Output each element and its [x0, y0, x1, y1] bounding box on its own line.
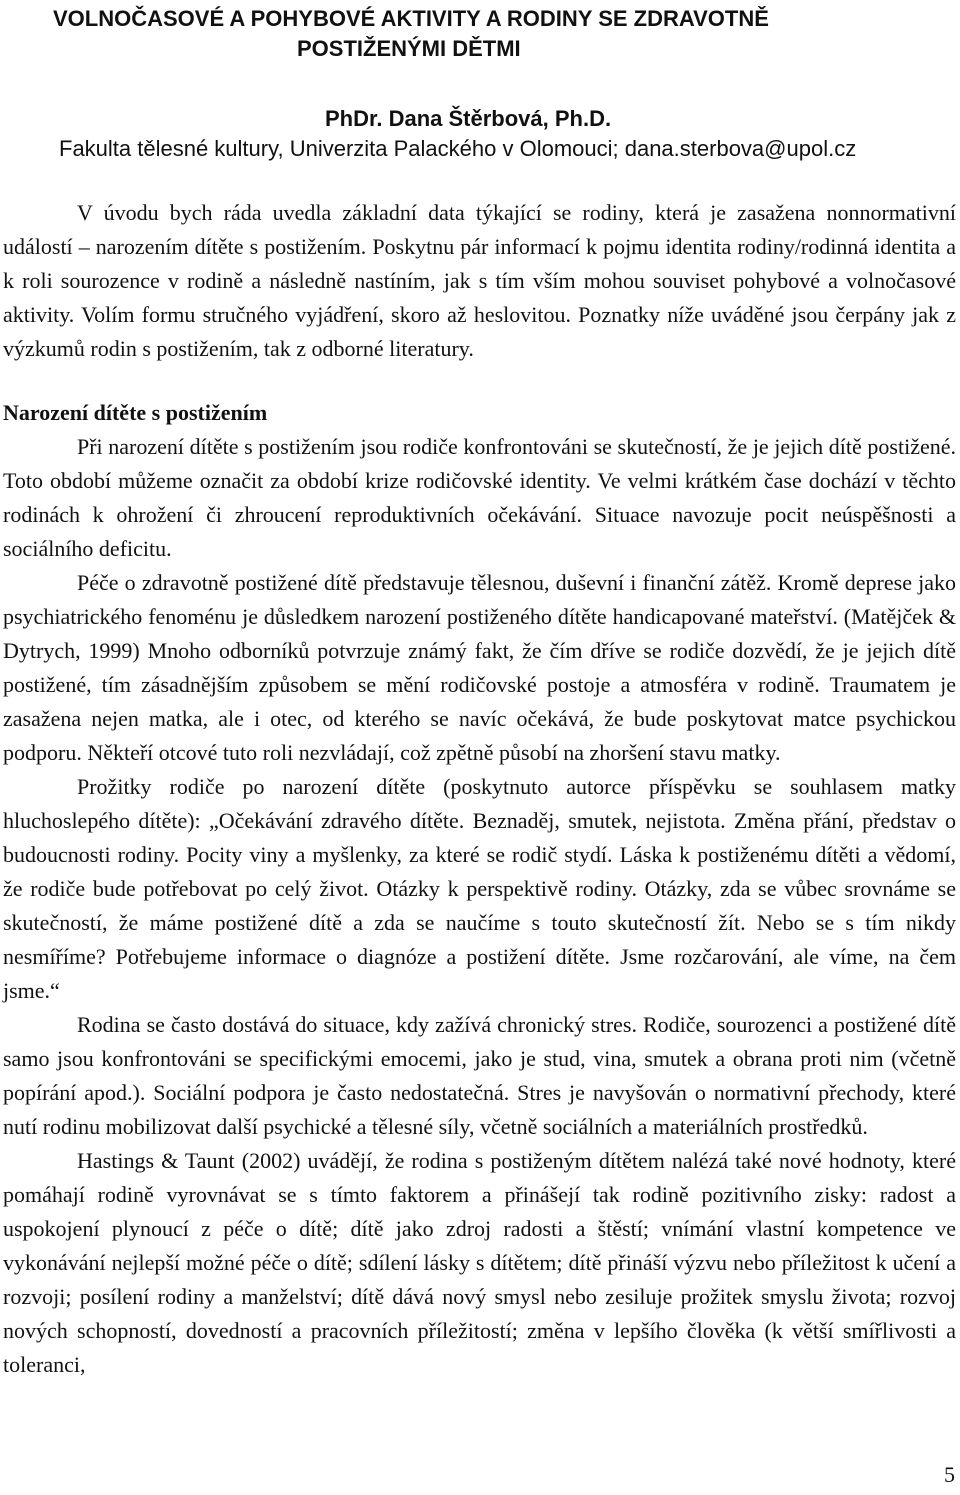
document-title	[3, 4, 956, 64]
section-heading: Narození dítěte s postižením	[3, 400, 268, 425]
section-paragraph-1: Při narození dítěte s postižením jsou rodiče konfrontováni se skutečností, že je jejich dítě postižené. Toto období můžeme označit za období krize rodičovské identity. Ve velmi krátkém čase dochází v těchto rodinách k ohrožení či zhroucení reproduktivních očekávání. Situace navozuje pocit neúspěšnosti a sociálního deficitu.	[3, 434, 956, 561]
author-name: PhDr. Dana Štěrbová, Ph.D.	[325, 106, 612, 131]
section-paragraph-4: Rodina se často dostává do situace, kdy zažívá chronický stres. Rodiče, sourozenci a postižené dítě samo jsou konfrontováni se specifickými emocemi, jako je stud, vina, smutek a obrana proti nim (včetně popírání apod.). Sociální podpora je často nedostatečná. Stres je navyšován o normativní přechody, které nutí rodinu mobilizovat další psychické a tělesné síly, včetně sociálních a materiálních prostředků.	[3, 1012, 956, 1139]
title-line-2: POSTIŽENÝMI DĚTMI	[297, 36, 521, 61]
section-paragraph-2: Péče o zdravotně postižené dítě představuje tělesnou, duševní i finanční zátěž. Kromě deprese jako psychiatrického fenoménu je důsledkem narození postiženého dítěte handicapované mateřství. (Matějček & Dytrych, 1999) Mnoho odborníků potvrzuje známý fakt, že čím dříve se rodiče dozvědí, že je jejich dítě postižené, tím zásadnějším způsobem se mění rodičovské postoje a atmosféra v rodině. Traumatem je zasažena nejen matka, ale i otec, od kterého se navíc očekává, že bude poskytovat matce psychickou podporu. Někteří otcové tuto roli nezvládají, což zpětně působí na zhoršení stavu matky.	[3, 570, 956, 765]
section-paragraph-5: Hastings & Taunt (2002) uvádějí, že rodina s postiženým dítětem nalézá také nové hodnoty, které pomáhají rodině vyrovnávat se s tímto faktorem a přinášejí tak rodině pozitivního zisky: radost a uspokojení plynoucí z péče o dítě; dítě jako zdroj radosti a štěstí; vnímání vlastní kompetence ve vykonávání nejlepší možné péče o dítě; sdílení lásky s dítětem; dítě přináší výzvu nebo příležitost k učení a rozvoji; posílení rodiny a manželství; dítě dává nový smysl nebo zesiluje prožitek smyslu života; rozvoj nových schopností, dovedností a pracovních příležitostí; změna v lepšího člověka (k větší smířlivosti a toleranci,	[3, 1148, 956, 1377]
title-line-1: VOLNOČASOVÉ A POHYBOVÉ AKTIVITY A RODINY SE ZDRAVOTNĚ	[53, 6, 769, 31]
page-number: 5	[944, 1462, 955, 1487]
author-affiliation: Fakulta tělesné kultury, Univerzita Palackého v Olomouci; dana.sterbova@upol.cz	[59, 136, 857, 161]
intro-paragraph: V úvodu bych ráda uvedla základní data týkající se rodiny, která je zasažena nonnormativní událostí – narozením dítěte s postižením. Poskytnu pár informací k pojmu identita rodiny/rodinná identita a k roli sourozence v rodině a následně nastíním, jak s tím vším mohou souviset pohybové a volnočasové aktivity. Volím formu stručného vyjádření, skoro až heslovitou. Poznatky níže uváděné jsou čerpány jak z výzkumů rodin s postižením, tak z odborné literatury.	[3, 200, 956, 361]
section-paragraph-3: Prožitky rodiče po narození dítěte (poskytnuto autorce příspěvku se souhlasem matky hluchoslepého dítěte): „Očekávání zdravého dítěte. Beznaděj, smutek, nejistota. Změna přání, představ o budoucnosti rodiny. Pocity viny a myšlenky, za které se rodič stydí. Láska k postiženému dítěti a vědomí, že rodiče bude potřebovat po celý život. Otázky k perspektivě rodiny. Otázky, zda se vůbec srovnáme se skutečností, že máme postižené dítě a zda se naučíme s touto skutečností žít. Nebo se s tím nikdy nesmíříme? Potřebujeme informace o diagnóze a postižení dítěte. Jsme rozčarování, ale víme, na čem jsme.“	[3, 774, 956, 1003]
